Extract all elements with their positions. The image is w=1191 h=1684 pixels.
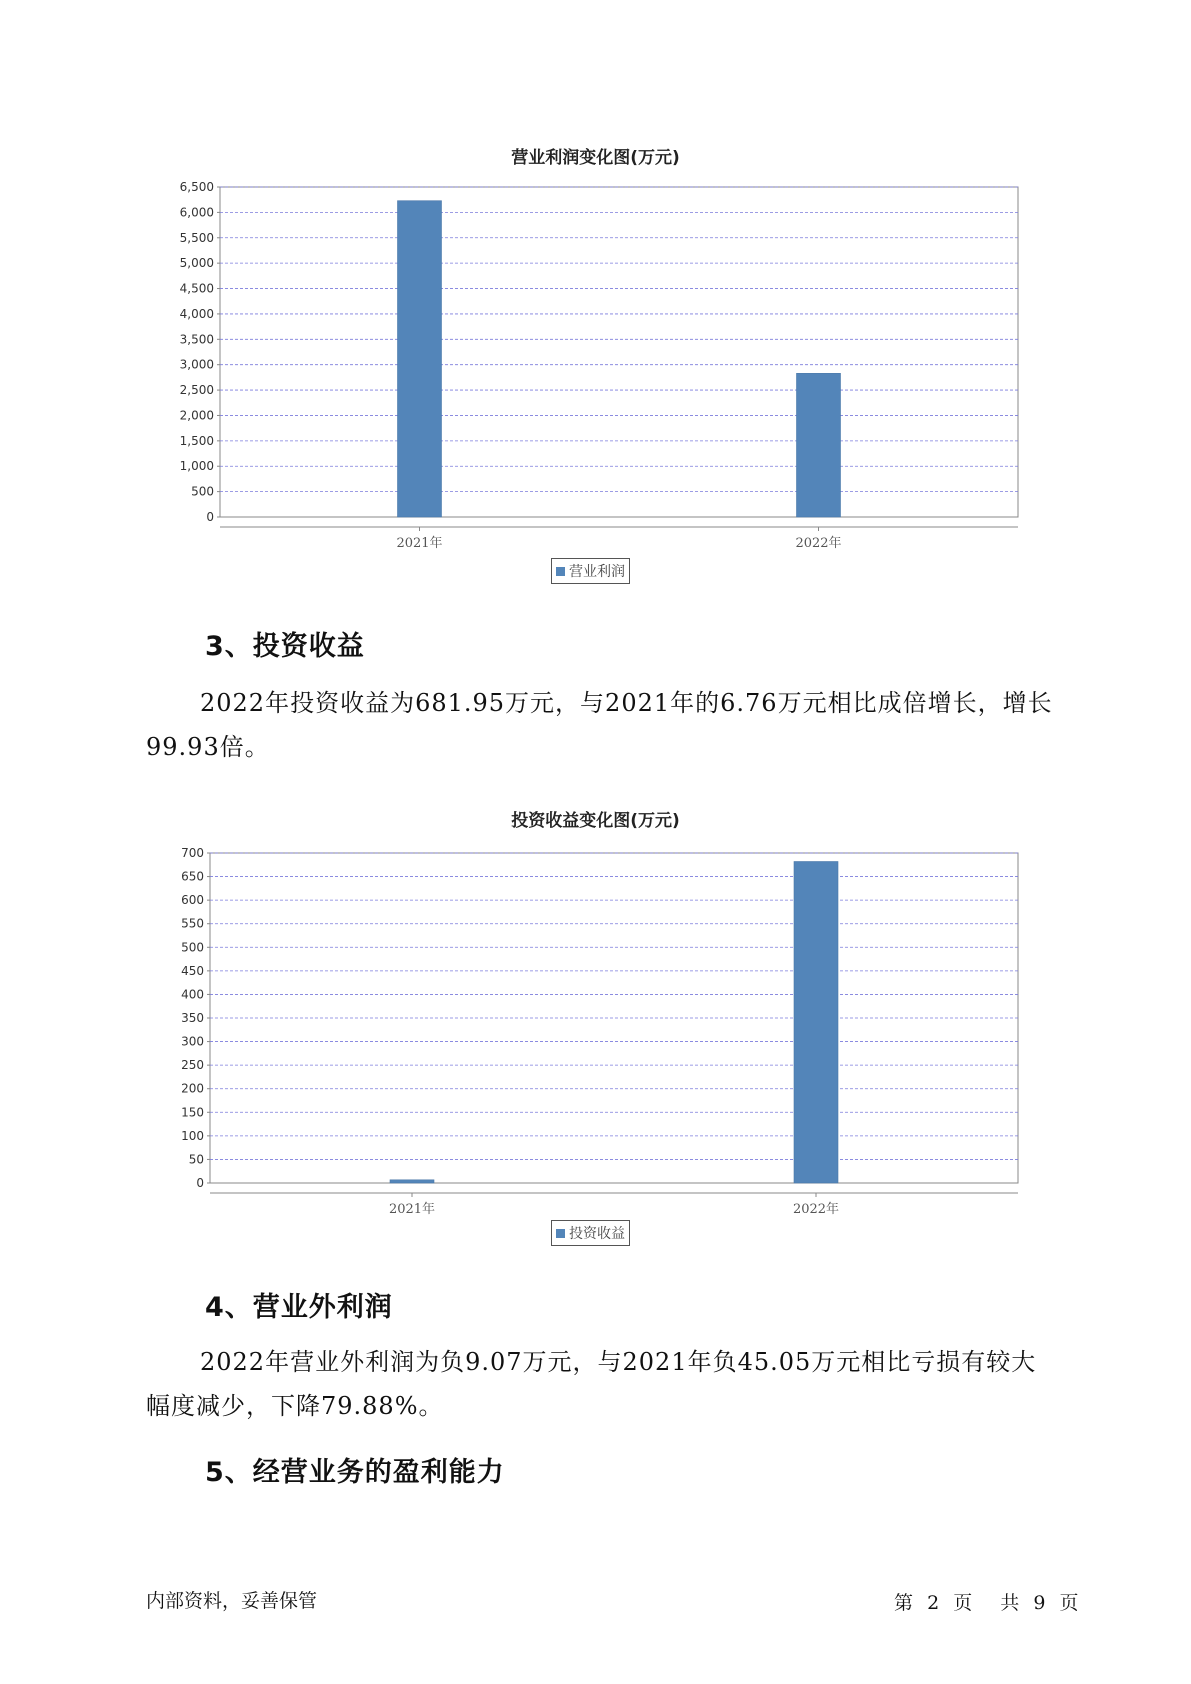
- footer-page-info: [894, 1588, 1078, 1615]
- y-tick-label: 6,000: [179, 205, 214, 220]
- y-tick-label: 0: [196, 1176, 204, 1190]
- section-4-paragraph: 2022年营业外利润为负9.07万元，与2021年负45.05万元相比亏损有较大幅度减少，下降79.88%。: [146, 1348, 1037, 1420]
- page-prefix: 第: [894, 1592, 914, 1614]
- y-tick-label: 5,500: [179, 230, 214, 245]
- y-tick-label: 600: [181, 893, 204, 908]
- total-suffix: 页: [1059, 1592, 1079, 1614]
- y-tick-label: 700: [181, 846, 204, 860]
- total-prefix: 共: [1000, 1592, 1020, 1614]
- total-number: 9: [1033, 1592, 1046, 1614]
- y-tick-label: 150: [181, 1105, 204, 1120]
- section-5-heading: 5、经营业务的盈利能力: [205, 1457, 505, 1488]
- y-tick-label: 550: [181, 916, 204, 931]
- chart2-legend-label: 投资收益: [569, 1226, 625, 1242]
- x-tick-label: 2021年: [396, 536, 443, 551]
- y-tick-label: 650: [181, 869, 204, 884]
- y-tick-label: 0: [206, 510, 214, 524]
- y-tick-label: 3,000: [179, 357, 214, 372]
- y-tick-label: 200: [181, 1081, 204, 1096]
- y-tick-label: 350: [181, 1011, 204, 1025]
- legend-swatch: [556, 1229, 565, 1238]
- y-tick-label: 2,000: [179, 408, 214, 423]
- x-tick-label: 2022年: [792, 1202, 840, 1217]
- y-tick-label: 100: [181, 1128, 204, 1143]
- bar: [390, 1180, 434, 1183]
- footer-confidential-note: 内部资料，妥善保管: [146, 1590, 318, 1612]
- page-suffix: 页: [953, 1592, 973, 1614]
- y-tick-label: 250: [181, 1058, 204, 1073]
- section-4-heading: 4、营业外利润: [205, 1292, 393, 1323]
- y-tick-label: 2,500: [179, 383, 214, 398]
- x-tick-label: 2021年: [388, 1202, 436, 1217]
- chart2-legend: [551, 1220, 630, 1246]
- bar: [794, 862, 838, 1183]
- y-tick-label: 5,000: [179, 256, 214, 271]
- chart1-title: 营业利润变化图(万元): [511, 148, 680, 168]
- y-tick-label: 6,500: [179, 180, 214, 194]
- y-tick-label: 1,500: [179, 433, 214, 448]
- y-tick-label: 3,500: [179, 332, 214, 347]
- y-tick-label: 450: [181, 963, 204, 978]
- chart1-legend-label: 营业利润: [569, 564, 625, 580]
- y-tick-label: 4,500: [179, 281, 214, 296]
- y-tick-label: 300: [181, 1034, 204, 1049]
- y-tick-label: 4,000: [179, 306, 214, 321]
- chart2-title: 投资收益变化图(万元): [511, 811, 680, 831]
- y-tick-label: 400: [181, 987, 204, 1002]
- y-tick-label: 500: [191, 484, 214, 499]
- x-tick-label: 2022年: [795, 536, 842, 551]
- section-3-paragraph: 2022年投资收益为681.95万元，与2021年的6.76万元相比成倍增长，增长99.93倍。: [146, 689, 1053, 761]
- section-3-heading: 3、投资收益: [205, 631, 365, 662]
- y-tick-label: 50: [188, 1152, 204, 1167]
- y-tick-label: 500: [181, 940, 204, 955]
- y-tick-label: 1,000: [179, 459, 214, 474]
- page-number: 2: [927, 1592, 940, 1614]
